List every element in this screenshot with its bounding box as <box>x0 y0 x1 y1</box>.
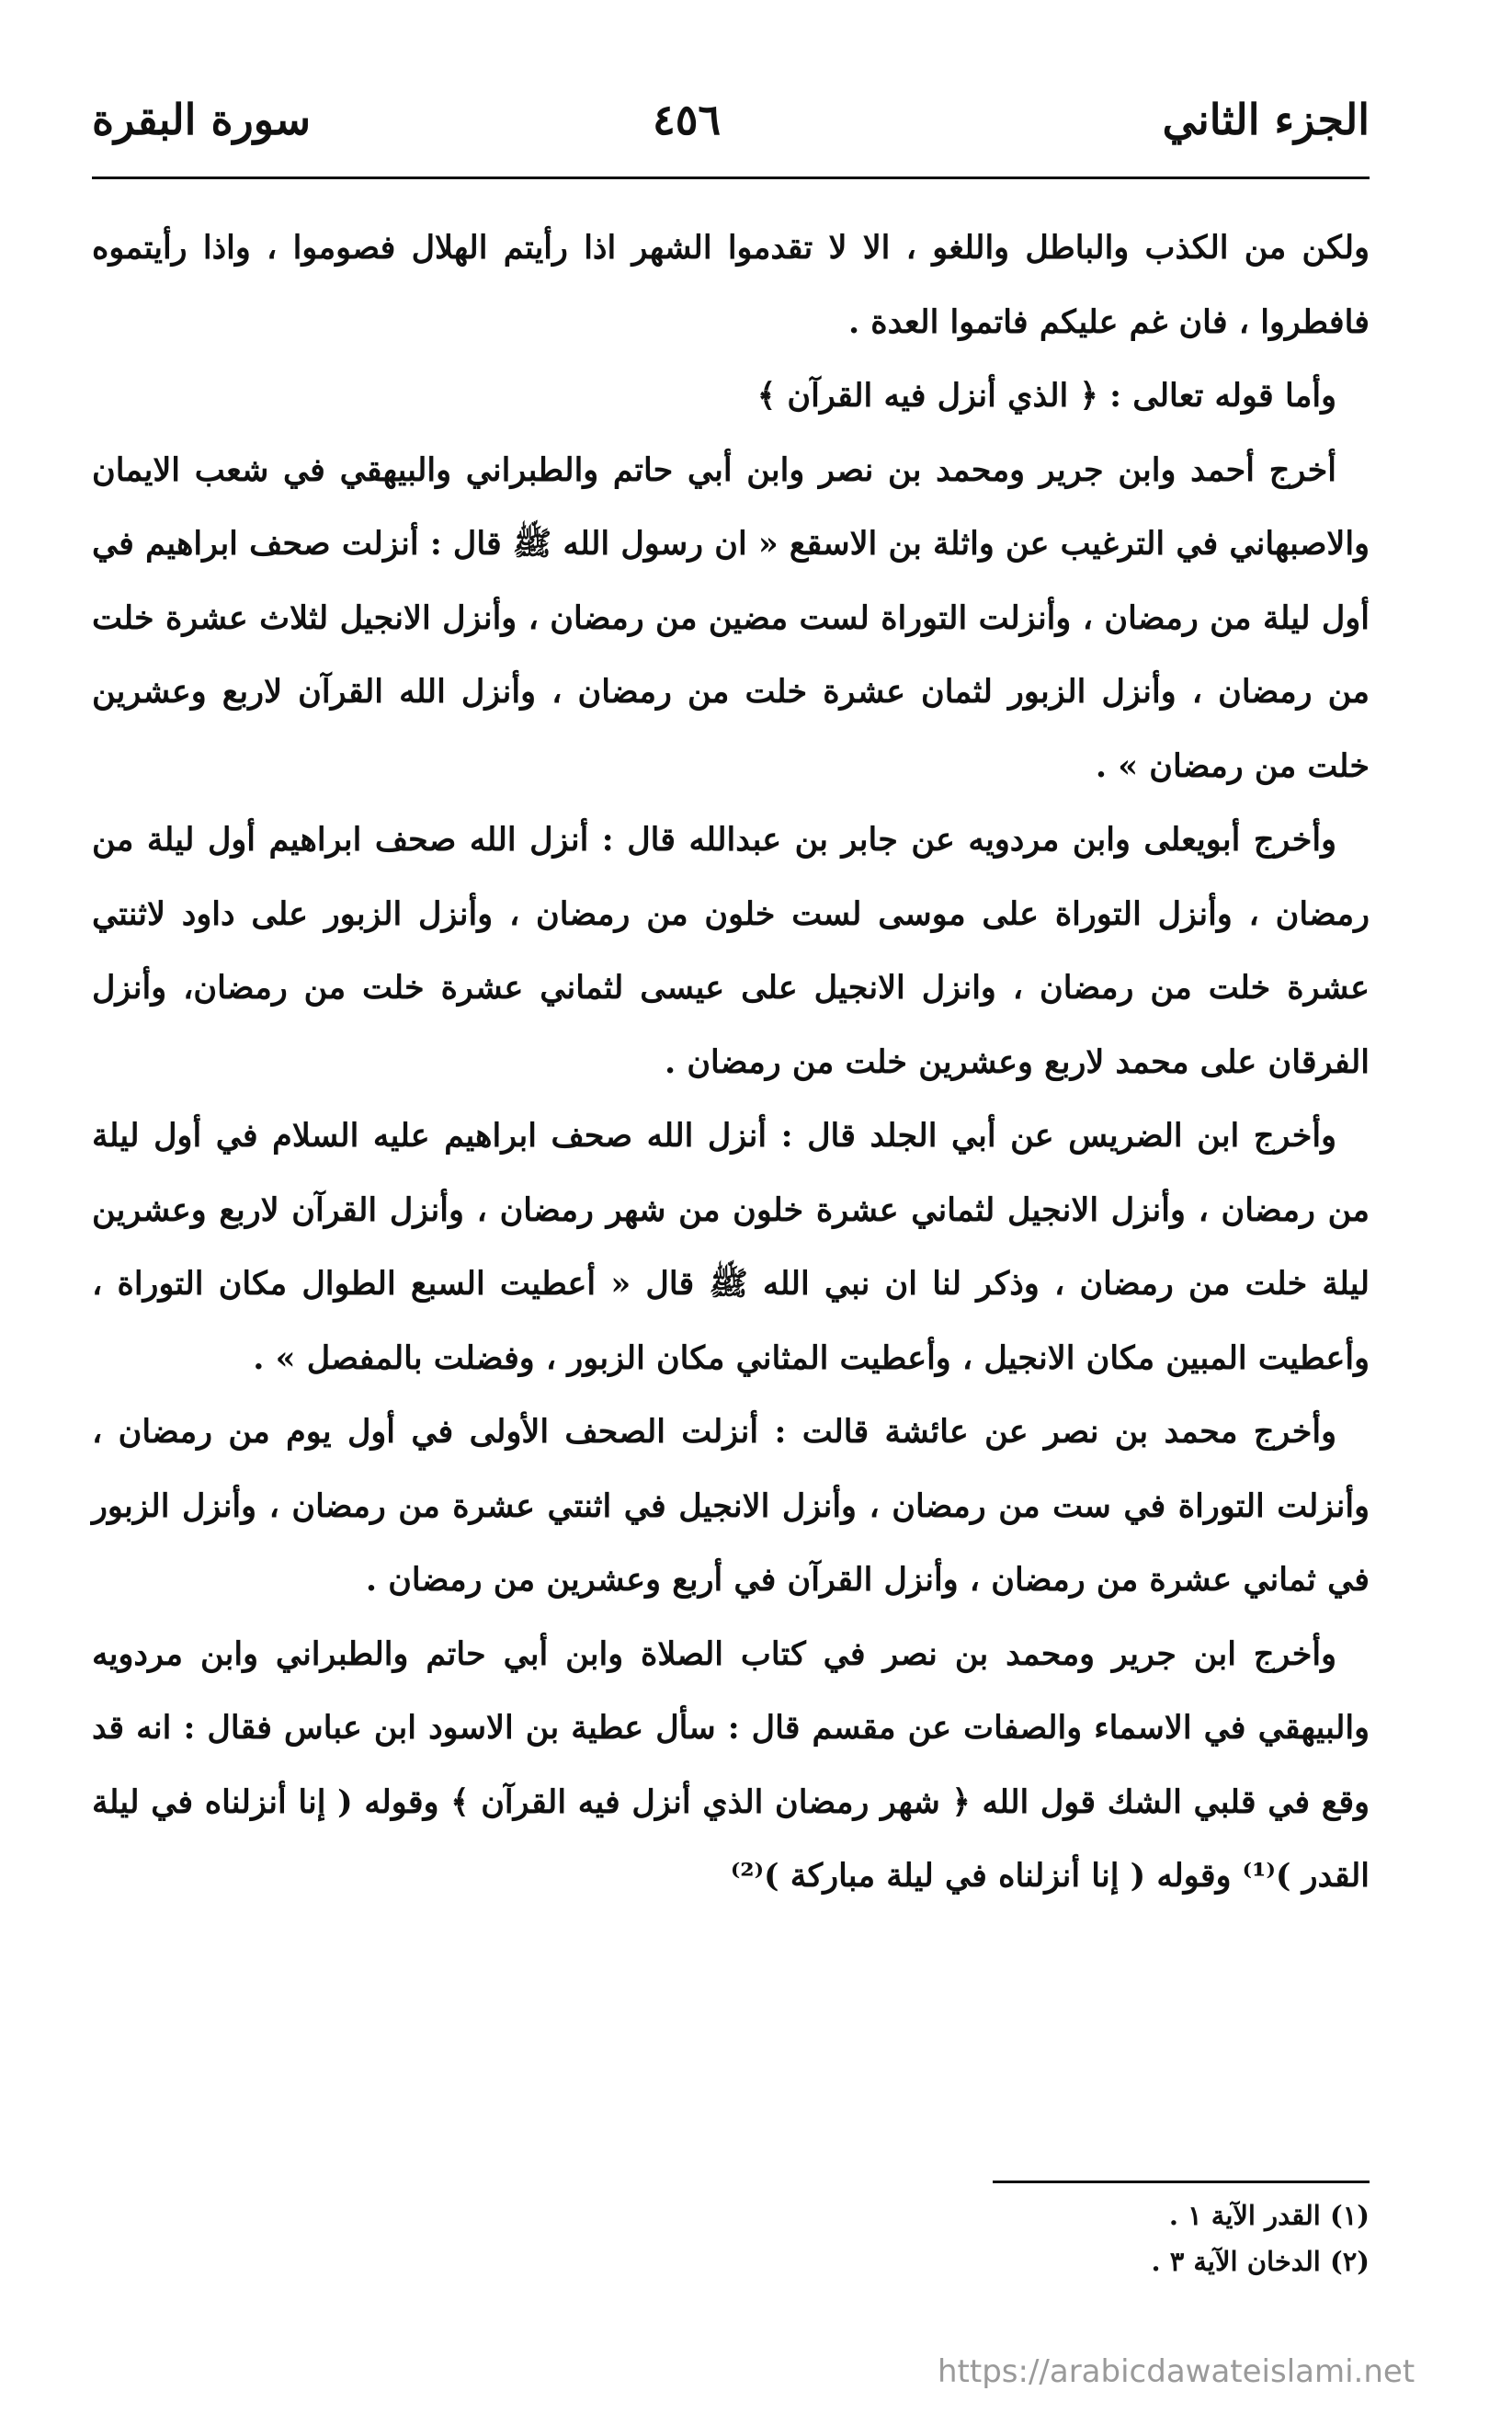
page-header <box>92 87 1370 161</box>
footnote-divider <box>993 2181 1370 2183</box>
watermark-url: https://arabicdawateislami.net <box>938 2353 1415 2390</box>
footnote: (٢) الدخان الآية ٣ . <box>1151 2246 1370 2277</box>
surah-title: سورة البقرة <box>92 95 312 144</box>
footnote: (١) القدر الآية ١ . <box>1168 2200 1370 2231</box>
paragraph: أخرج أحمد وابن جرير ومحمد بن نصر وابن أبي حاتم والطبراني والبيهقي في شعب الايمان والاصبهاني في الترغيب عن واثلة بن الاسقع « ان رسول الله ﷺ قال : أنزلت صحف ابراهيم في أول ليلة من رمضان ، وأنزلت التوراة لست مضين من رمضان ، وأنزل الانجيل لثلاث عشرة خلت من رمضان ، وأنزل الزبور لثمان عشرة خلت من رمضان ، وأنزل الله القرآن لاربع وعشرين خلت من رمضان » . <box>92 450 1370 785</box>
header-divider <box>92 176 1370 179</box>
paragraph: ولكن من الكذب والباطل واللغو ، الا لا تقدموا الشهر اذا رأيتم الهلال فصوموا ، واذا رأيتموه فافطروا ، فان غم عليكم فاتموا العدة . <box>92 229 1370 341</box>
paragraph: وأخرج ابن جرير ومحمد بن نصر في كتاب الصلاة وابن أبي حاتم والطبراني وابن مردويه والبيهقي في الاسماء والصفات عن مقسم قال : سأل عطية بن الاسود ابن عباس فقال : انه قد وقع في قلبي الشك قول الله ﴿ شهر رمضان الذي أنزل فيه القرآن ﴾ وقوله ( إنا أنزلناه في ليلة القدر )⁽¹⁾ وقوله ( إنا أنزلناه في ليلة مباركة )⁽²⁾ <box>92 1634 1370 1895</box>
paragraph: وأخرج أبويعلى وابن مردويه عن جابر بن عبدالله قال : أنزل الله صحف ابراهيم أول ليلة من رمضان ، وأنزل التوراة على موسى لست خلون من رمضان ، وأنزل الزبور على داود لاثنتي عشرة خلت من رمضان ، وانزل الانجيل على عيسى لثماني عشرة خلت من رمضان، وأنزل الفرقان على محمد لاربع وعشرين خلت من رمضان . <box>92 821 1370 1081</box>
footnotes <box>993 2192 1370 2284</box>
page-number: ٤٥٦ <box>653 95 722 144</box>
paragraph: وأخرج محمد بن نصر عن عائشة قالت : أنزلت الصحف الأولى في أول يوم من رمضان ، وأنزلت التوراة في ست من رمضان ، وأنزل الانجيل في اثنتي عشرة من رمضان ، وأنزل الزبور في ثماني عشرة من رمضان ، وأنزل القرآن في أربع وعشرين من رمضان . <box>92 1413 1370 1599</box>
paragraph: وأخرج ابن الضريس عن أبي الجلد قال : أنزل الله صحف ابراهيم عليه السلام في أول ليلة من رمضان ، وأنزل الانجيل لثماني عشرة خلون من شهر رمضان ، وأنزل القرآن لاربع وعشرين ليلة خلت من رمضان ، وذكر لنا ان نبي الله ﷺ قال « أعطيت السبع الطوال مكان التوراة ، وأعطيت المبين مكان الانجيل ، وأعطيت المثاني مكان الزبور ، وفضلت بالمفصل » . <box>92 1117 1370 1377</box>
main-text <box>92 211 1370 1914</box>
part-title: الجزء الثاني <box>1162 95 1370 144</box>
paragraph: وأما قوله تعالى : ﴿ الذي أنزل فيه القرآن ﴾ <box>756 377 1336 415</box>
